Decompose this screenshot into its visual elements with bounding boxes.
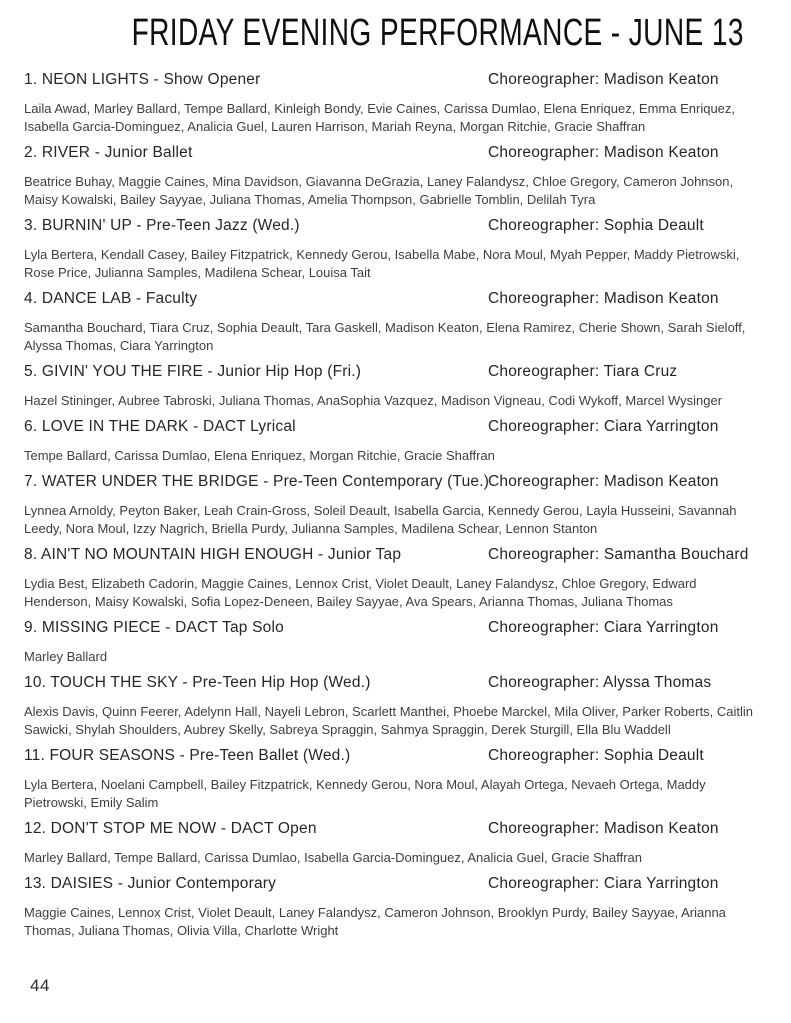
entry-choreographer [488,874,719,893]
choreographer-name: Sophia Deault [603,747,704,764]
entry-choreographer [488,618,719,637]
performance-entry [24,746,767,812]
dancer-list: Alexis Davis, Quinn Feerer, Adelynn Hall, Nayeli Lebron, Scarlett Manthei, Phoebe Marckel, Mila Oliver, Parker Roberts, Caitlin Sawicki, Shylah Shoulders, Aubrey Skelly, Sabreya Spraggin, Sahmya Spraggin, Derek Sturgill, Ella Blu Waddell [24,704,754,737]
performance-list [24,70,767,940]
performance-entry [24,874,767,940]
entry-heading-row [24,216,767,235]
dancer-list: Marley Ballard [24,649,108,664]
entry-title: 1. NEON LIGHTS - Show Opener [24,71,261,88]
entry-title: 11. FOUR SEASONS - Pre-Teen Ballet (Wed.) [24,747,351,764]
entry-choreographer [488,417,719,436]
performance-entry [24,673,767,739]
entry-heading-row [24,819,767,838]
dancer-list: Lyla Bertera, Kendall Casey, Bailey Fitzpatrick, Kennedy Gerou, Isabella Mabe, Nora Moul, Myah Pepper, Maddy Pietrowski, Rose Price, Julianna Samples, Madilena Schear, Louisa Tait [24,247,740,280]
entry-title: 3. BURNIN' UP - Pre-Teen Jazz (Wed.) [24,217,300,234]
choreographer-name: Alyssa Thomas [603,674,712,691]
entry-choreographer [488,472,719,491]
entry-title: 6. LOVE IN THE DARK - DACT Lyrical [24,418,296,435]
entry-choreographer [488,673,711,692]
performance-entry [24,362,767,410]
dancer-list: Laila Awad, Marley Ballard, Tempe Ballard, Kinleigh Bondy, Evie Caines, Carissa Dumlao, Elena Enriquez, Emma Enriquez, Isabella Garcia-Dominguez, Analicia Guel, Lauren Harrison, Mariah Reyna, Morgan Ritchie, Gracie Shaffran [24,101,736,134]
entry-choreographer [488,70,719,89]
performance-entry [24,819,767,867]
entry-title: 4. DANCE LAB - Faculty [24,290,198,307]
choreographer-name: Sophia Deault [603,217,704,234]
entry-title: 9. MISSING PIECE - DACT Tap Solo [24,619,284,636]
choreographer-label: Choreographer: [488,820,600,837]
performance-entry [24,143,767,209]
performance-entry [24,545,767,611]
entry-heading-row [24,417,767,436]
entry-choreographer [488,545,749,564]
performance-entry [24,70,767,136]
entry-choreographer [488,362,677,381]
entry-heading-row [24,472,767,491]
dancer-list: Samantha Bouchard, Tiara Cruz, Sophia Deault, Tara Gaskell, Madison Keaton, Elena Ramirez, Cherie Shown, Sarah Sieloff, Alyssa Thomas, Ciara Yarrington [24,320,746,353]
entry-choreographer [488,746,704,765]
dancer-list: Lyla Bertera, Noelani Campbell, Bailey Fitzpatrick, Kennedy Gerou, Nora Moul, Alayah Ortega, Nevaeh Ortega, Maddy Pietrowski, Emily Salim [24,777,706,810]
choreographer-name: Tiara Cruz [603,363,678,380]
page-title-text: FRIDAY EVENING PERFORMANCE - JUNE 13 [131,12,744,54]
choreographer-label: Choreographer: [488,473,600,490]
entry-heading-row [24,289,767,308]
page-title [24,12,767,55]
entry-title: 10. TOUCH THE SKY - Pre-Teen Hip Hop (Wed.) [24,674,371,691]
entry-title: 8. AIN'T NO MOUNTAIN HIGH ENOUGH - Junior Tap [24,546,402,563]
choreographer-label: Choreographer: [488,747,600,764]
choreographer-label: Choreographer: [488,619,600,636]
dancer-list: Tempe Ballard, Carissa Dumlao, Elena Enriquez, Morgan Ritchie, Gracie Shaffran [24,448,495,463]
entry-heading-row [24,746,767,765]
choreographer-label: Choreographer: [488,290,600,307]
dancer-list: Maggie Caines, Lennox Crist, Violet Deault, Laney Falandysz, Cameron Johnson, Brooklyn Purdy, Bailey Sayyae, Arianna Thomas, Juliana Thomas, Olivia Villa, Charlotte Wright [24,905,726,938]
choreographer-name: Madison Keaton [603,71,719,88]
entry-title: 13. DAISIES - Junior Contemporary [24,875,277,892]
entry-title: 5. GIVIN' YOU THE FIRE - Junior Hip Hop (Fri.) [24,363,362,380]
choreographer-name: Ciara Yarrington [603,619,719,636]
page-number: 44 [30,976,50,995]
choreographer-name: Madison Keaton [603,473,719,490]
entry-choreographer [488,143,719,162]
dancer-list: Lydia Best, Elizabeth Cadorin, Maggie Caines, Lennox Crist, Violet Deault, Laney Falandysz, Chloe Gregory, Edward Henderson, Maisy Kowalski, Sofia Lopez-Deneen, Bailey Sayyae, Ava Spears, Arianna Thomas, Juliana Thomas [24,576,697,609]
choreographer-label: Choreographer: [488,546,600,563]
performance-entry [24,472,767,538]
choreographer-name: Samantha Bouchard [603,546,749,563]
dancer-list: Lynnea Arnoldy, Peyton Baker, Leah Crain-Gross, Soleil Deault, Isabella Garcia, Kennedy Gerou, Layla Husseini, Savannah Leedy, Nora Moul, Izzy Nagrich, Briella Purdy, Julianna Samples, Madilena Schear, Lennon Stanton [24,503,737,536]
choreographer-label: Choreographer: [488,674,600,691]
entry-heading-row [24,143,767,162]
choreographer-label: Choreographer: [488,875,600,892]
dancer-list: Hazel Stininger, Aubree Tabroski, Juliana Thomas, AnaSophia Vazquez, Madison Vigneau, Codi Wykoff, Marcel Wysinger [24,393,723,408]
choreographer-name: Madison Keaton [603,820,719,837]
choreographer-label: Choreographer: [488,217,600,234]
choreographer-label: Choreographer: [488,71,600,88]
entry-heading-row [24,618,767,637]
choreographer-name: Madison Keaton [603,144,719,161]
choreographer-name: Ciara Yarrington [603,418,719,435]
entry-title: 7. WATER UNDER THE BRIDGE - Pre-Teen Contemporary (Tue.) [24,473,490,490]
choreographer-label: Choreographer: [488,144,600,161]
dancer-list: Beatrice Buhay, Maggie Caines, Mina Davidson, Giavanna DeGrazia, Laney Falandysz, Chloe Gregory, Cameron Johnson, Maisy Kowalski, Bailey Sayyae, Juliana Thomas, Amelia Thompson, Gabrielle Tomblin, Delilah Tyra [24,174,734,207]
performance-entry [24,417,767,465]
performance-entry [24,618,767,666]
performance-entry [24,216,767,282]
entry-title: 12. DON'T STOP ME NOW - DACT Open [24,820,317,837]
entry-choreographer [488,289,719,308]
choreographer-name: Ciara Yarrington [603,875,719,892]
entry-choreographer [488,819,719,838]
entry-heading-row [24,673,767,692]
entry-heading-row [24,874,767,893]
choreographer-label: Choreographer: [488,418,600,435]
entry-heading-row [24,545,767,564]
choreographer-name: Madison Keaton [603,290,719,307]
choreographer-label: Choreographer: [488,363,600,380]
entry-choreographer [488,216,704,235]
performance-entry [24,289,767,355]
entry-title: 2. RIVER - Junior Ballet [24,144,193,161]
entry-heading-row [24,362,767,381]
entry-heading-row [24,70,767,89]
dancer-list: Marley Ballard, Tempe Ballard, Carissa Dumlao, Isabella Garcia-Dominguez, Analicia Guel, Gracie Shaffran [24,850,643,865]
